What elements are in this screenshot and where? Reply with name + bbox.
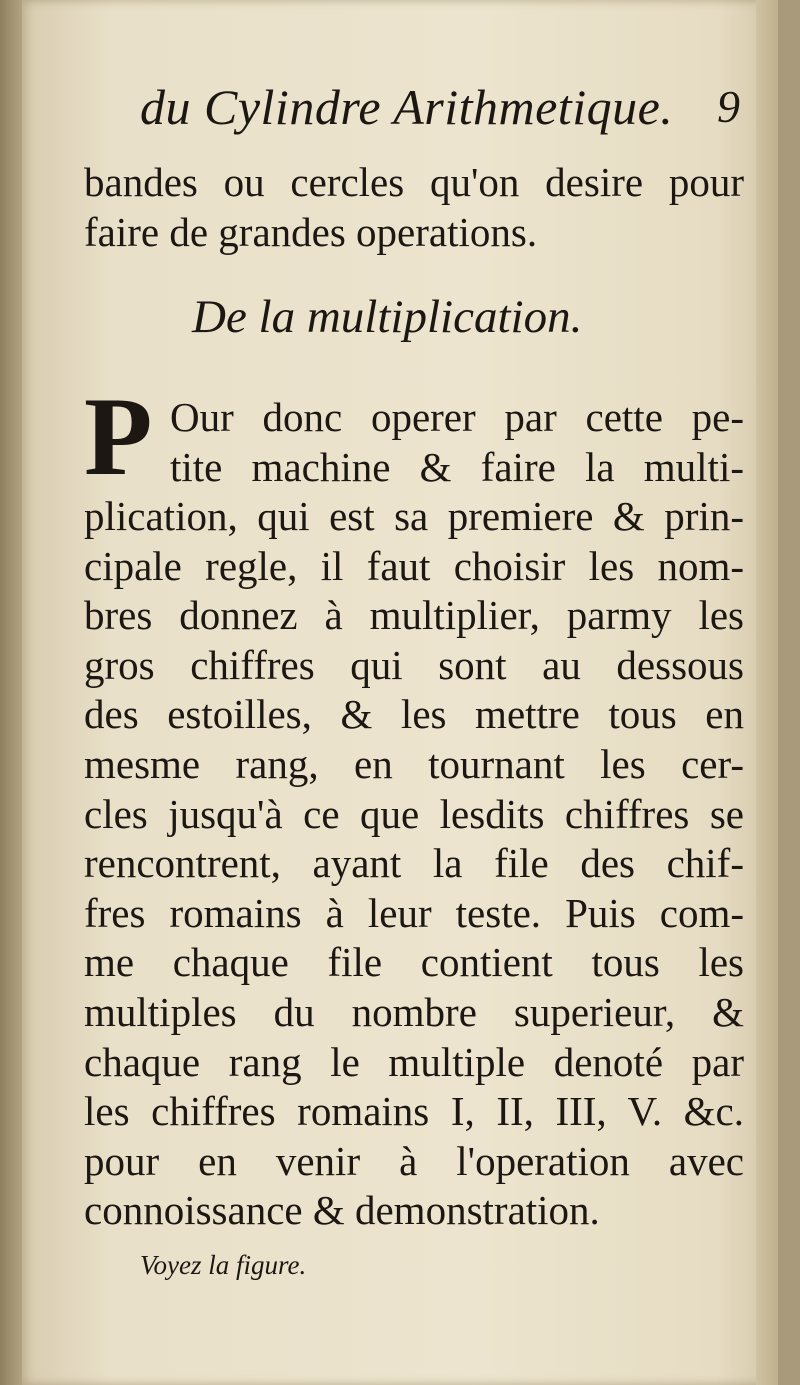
figure-reference-note: Voyez la figure.: [140, 1250, 307, 1280]
text-line: bres donnez à multiplier, parmy les: [84, 592, 744, 639]
book-page: [22, 0, 778, 1385]
text-line: des estoilles, & les mettre tous en: [84, 691, 744, 738]
text-line: me chaque file contient tous les: [84, 939, 744, 986]
text-line: mesme rang, en tournant les cer-: [84, 740, 744, 787]
text-line: multiples du nombre superieur, &: [84, 988, 744, 1035]
running-header: [140, 78, 740, 148]
intro-text: [84, 158, 744, 257]
text-line: faire de grandes operations.: [84, 208, 538, 255]
running-title: du Cylindre Arithmetique.: [140, 79, 674, 135]
text-line: bandes ou cercles qu'on desire pour: [84, 159, 744, 205]
text-line: cles jusqu'à ce que lesdits chiffres se: [84, 790, 744, 837]
text-line: les chiffres romains I, II, III, V. &c.: [84, 1088, 744, 1135]
text-line: connoissance & demonstration.: [84, 1187, 600, 1234]
text-line: Our donc operer par cette pe-: [170, 394, 744, 440]
text-line: pour en venir à l'operation avec: [84, 1137, 744, 1184]
text-line: tite machine & faire la multi-: [170, 443, 744, 490]
page-edge: [756, 0, 778, 1385]
text-line: chaque rang le multiple denoté par: [84, 1038, 744, 1085]
text-line: plication, qui est sa premiere & prin-: [84, 493, 744, 539]
text-line: cipale regle, il faut choisir les nom-: [84, 542, 744, 589]
section-heading: De la multiplication.: [192, 291, 583, 343]
text-line: rencontrent, ayant la file des chif-: [84, 840, 744, 887]
book-spine-shadow: [0, 0, 22, 1385]
text-line: fres romains à leur teste. Puis com-: [84, 889, 744, 936]
drop-cap: P: [84, 375, 153, 499]
drop-cap-lines: [170, 393, 744, 492]
page-number: 9: [717, 81, 740, 132]
paragraph-body: [84, 492, 744, 1236]
text-line: gros chiffres qui sont au dessous: [84, 641, 744, 688]
